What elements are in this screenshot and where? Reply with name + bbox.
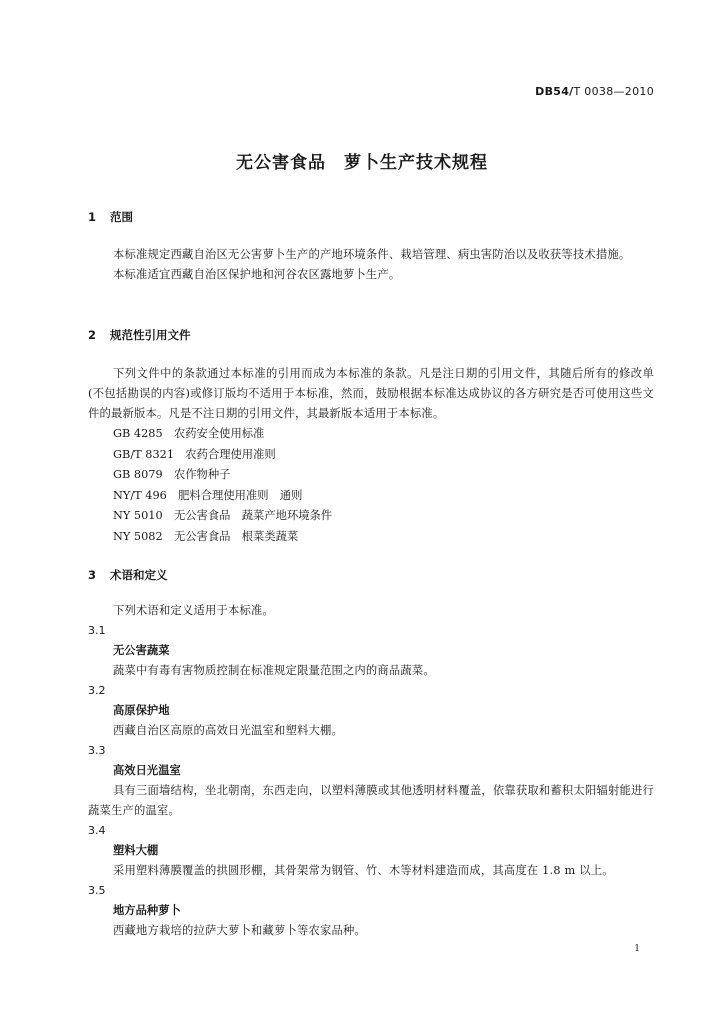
term-definition: 西藏自治区高原的高效日光温室和塑料大棚。 [113,724,343,737]
term-number: 3.2 [88,684,106,697]
paragraph: 下列术语和定义适用于本标准。 [113,604,274,617]
standard-number [535,85,654,98]
section-heading [88,565,654,585]
standard-prefix: DB54/ [535,85,574,98]
term-number: 3.1 [88,624,106,637]
term-definition: 西藏地方栽培的拉萨大萝卜和藏萝卜等农家品种。 [113,924,366,937]
section-title: 术语和定义 [110,568,168,582]
reference-item: GB 4285 农药安全使用标准 [113,427,265,440]
reference-item: NY 5082 无公害食品 根菜类蔬菜 [113,529,299,543]
section-scope-body [88,245,654,285]
document-title: 无公害食品 萝卜生产技术规程 [236,153,488,173]
section-heading [88,325,654,345]
section-title: 范围 [110,210,133,224]
section-normative-references [88,325,654,345]
section-terms [88,565,654,585]
paragraph: 本标准规定西藏自治区无公害萝卜生产的产地环境条件、栽培管理、病虫害防治以及收获等技术措施。 [113,248,631,261]
term-name: 高原保护地 [113,704,170,717]
term-definition: 蔬菜中有毒有害物质控制在标准规定限量范围之内的商品蔬菜。 [113,664,435,677]
section-title: 规范性引用文件 [110,328,191,342]
section-scope [88,207,654,227]
reference-item: GB 8079 农作物种子 [113,468,231,481]
term-definition: 采用塑料薄膜覆盖的拱圆形棚，其骨架常为钢管、竹、木等材料建造而成，其高度在 1.8 m 以上。 [113,864,614,877]
reference-item: NY 5010 无公害食品 蔬菜产地环境条件 [113,509,333,522]
section-number: 3 [88,568,97,582]
term-name: 无公害蔬菜 [113,644,170,657]
section-heading [88,207,654,227]
term-name: 塑料大棚 [113,844,159,857]
standard-code: T 0038—2010 [573,85,654,98]
section-terms-body [88,601,654,941]
page-number: 1 [634,944,640,954]
term-number: 3.4 [88,824,106,837]
section-number: 1 [88,210,97,224]
reference-item: GB/T 8321 农药合理使用准则 [113,447,276,461]
reference-item: NY/T 496 肥料合理使用准则 通则 [113,488,303,502]
term-name: 高效日光温室 [113,764,181,777]
term-name: 地方品种萝卜 [113,904,181,917]
section-normative-references-body [88,364,654,547]
section-number: 2 [88,328,97,342]
term-definition: 具有三面墙结构，坐北朝南，东西走向，以塑料薄膜或其他透明材料覆盖，依靠获取和蓄积太阳辐射能进行蔬菜生产的温室。 [88,784,654,817]
paragraph: 本标准适宜西藏自治区保护地和河谷农区露地萝卜生产。 [113,268,401,281]
term-number: 3.5 [88,884,106,897]
paragraph: 下列文件中的条款通过本标准的引用而成为本标准的条款。凡是注日期的引用文件，其随后所有的修改单(不包括勘误的内容)或修订版均不适用于本标准，然而，鼓励根据本标准达成协议的各方研究是否可使用这些文件的最新版本。凡是不注日期的引用文件，其最新版本适用于本标准。 [88,367,654,420]
term-number: 3.3 [88,744,106,757]
